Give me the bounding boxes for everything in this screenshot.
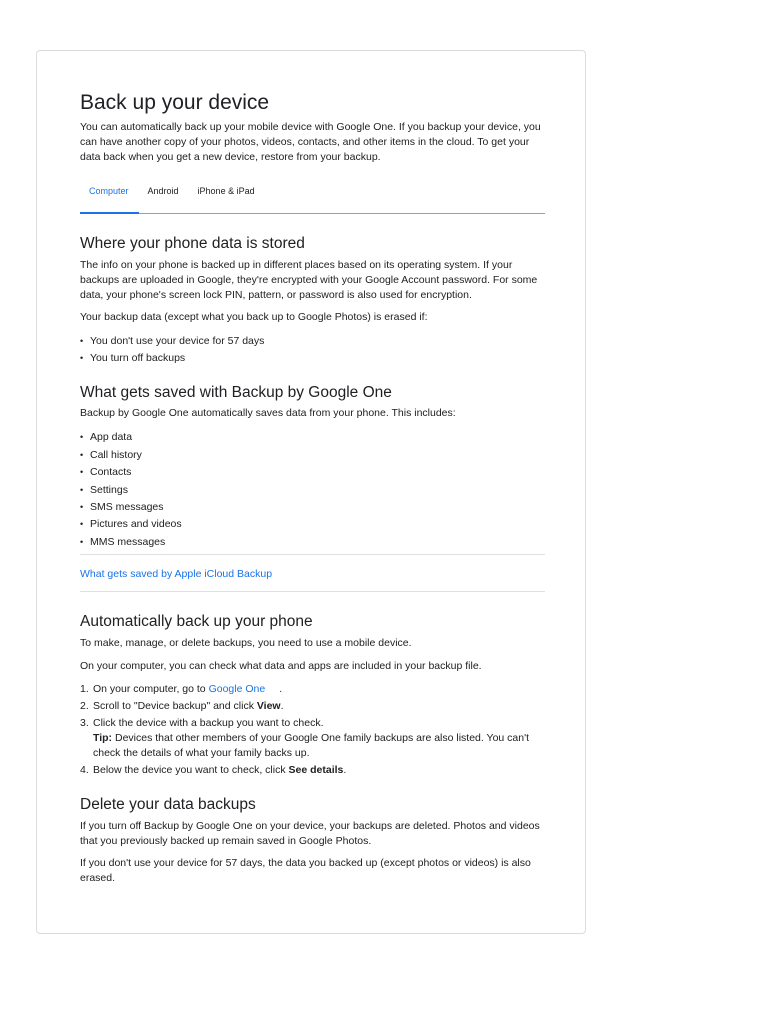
section2-paragraph: Backup by Google One automatically saves data from your phone. This includes: bbox=[80, 407, 456, 420]
step-text: Below the device you want to check, click bbox=[93, 763, 289, 776]
step-text: . bbox=[343, 763, 347, 776]
steps-list bbox=[80, 682, 545, 778]
step-2 bbox=[80, 699, 545, 714]
section-heading-delete-backups: Delete your data backups bbox=[80, 795, 256, 813]
erase-conditions-list bbox=[80, 334, 545, 366]
step-3 bbox=[80, 716, 545, 761]
list-item: • MMS messages bbox=[80, 535, 545, 550]
step-text: . bbox=[279, 682, 283, 695]
saved-items-list bbox=[80, 430, 545, 549]
intro-paragraph: You can automatically back up your mobile device with Google One. If you backup your device, you can have another copy of your photos, videos, contacts, and other items in the cloud. To get your data back when you get a new device, restore from your backup. bbox=[80, 121, 541, 163]
step-bold-text: View bbox=[256, 699, 281, 712]
step-text: On your computer, go to bbox=[93, 682, 209, 695]
step-1 bbox=[80, 682, 545, 697]
divider bbox=[80, 591, 545, 592]
list-item: • You turn off backups bbox=[80, 351, 545, 366]
tip-label: Tip: bbox=[93, 731, 113, 744]
icloud-expander[interactable] bbox=[80, 555, 545, 591]
article-content bbox=[80, 89, 545, 886]
tab-iphone-ipad[interactable]: iPhone & iPad bbox=[197, 186, 255, 196]
section4-paragraph: If you turn off Backup by Google One on your device, your backups are deleted. Photos and videos that you previously backed up remain saved in Google Photos. bbox=[80, 819, 540, 847]
section-heading-auto-backup: Automatically back up your phone bbox=[80, 612, 313, 630]
tab-computer[interactable]: Computer bbox=[80, 177, 139, 213]
list-item: • Call history bbox=[80, 448, 545, 463]
article-card bbox=[36, 50, 586, 934]
list-item: • Settings bbox=[80, 483, 545, 498]
section4-erased-paragraph: If you don't use your device for 57 days, the data you backed up (except photos or videos) is also erased. bbox=[80, 856, 531, 884]
section3-paragraph: To make, manage, or delete backups, you need to use a mobile device. bbox=[80, 636, 412, 649]
list-item: • App data bbox=[80, 430, 545, 445]
section1-paragraph: The info on your phone is backed up in different places based on its operating system. If your backups are uploaded in Google, they're encrypted with your Google Account password. For some data, your phone's screen lock PIN, pattern, or password is also used for encryption. bbox=[80, 259, 538, 301]
tab-android[interactable]: Android bbox=[147, 186, 179, 196]
section1-erased-paragraph: Your backup data (except what you back up to Google Photos) is erased if: bbox=[80, 311, 428, 323]
step-text: Scroll to "Device backup" and click bbox=[93, 699, 257, 712]
step-bold-text: See details bbox=[288, 763, 344, 776]
step-4 bbox=[80, 763, 545, 778]
tip-text: Devices that other members of your Google One family backups are also listed. You can't check the details of what your family backs up. bbox=[93, 731, 530, 759]
list-item: • You don't use your device for 57 days bbox=[80, 334, 545, 349]
page-title: Back up your device bbox=[80, 91, 270, 114]
list-item: • SMS messages bbox=[80, 500, 545, 515]
section-heading-where-stored: Where your phone data is stored bbox=[80, 235, 305, 252]
list-item: • Pictures and videos bbox=[80, 517, 545, 532]
list-item: • Contacts bbox=[80, 465, 545, 480]
icloud-backup-link[interactable]: What gets saved by Apple iCloud Backup bbox=[80, 567, 273, 580]
step-text: Click the device with a backup you want to check. bbox=[93, 716, 324, 729]
section-heading-what-gets-saved: What gets saved with Backup by Google One bbox=[80, 384, 392, 402]
section3-computer-paragraph: On your computer, you can check what data and apps are included in your backup file. bbox=[80, 659, 482, 672]
platform-tabs bbox=[80, 177, 545, 214]
step-text: . bbox=[280, 699, 284, 712]
google-one-link[interactable]: Google One bbox=[208, 682, 266, 695]
